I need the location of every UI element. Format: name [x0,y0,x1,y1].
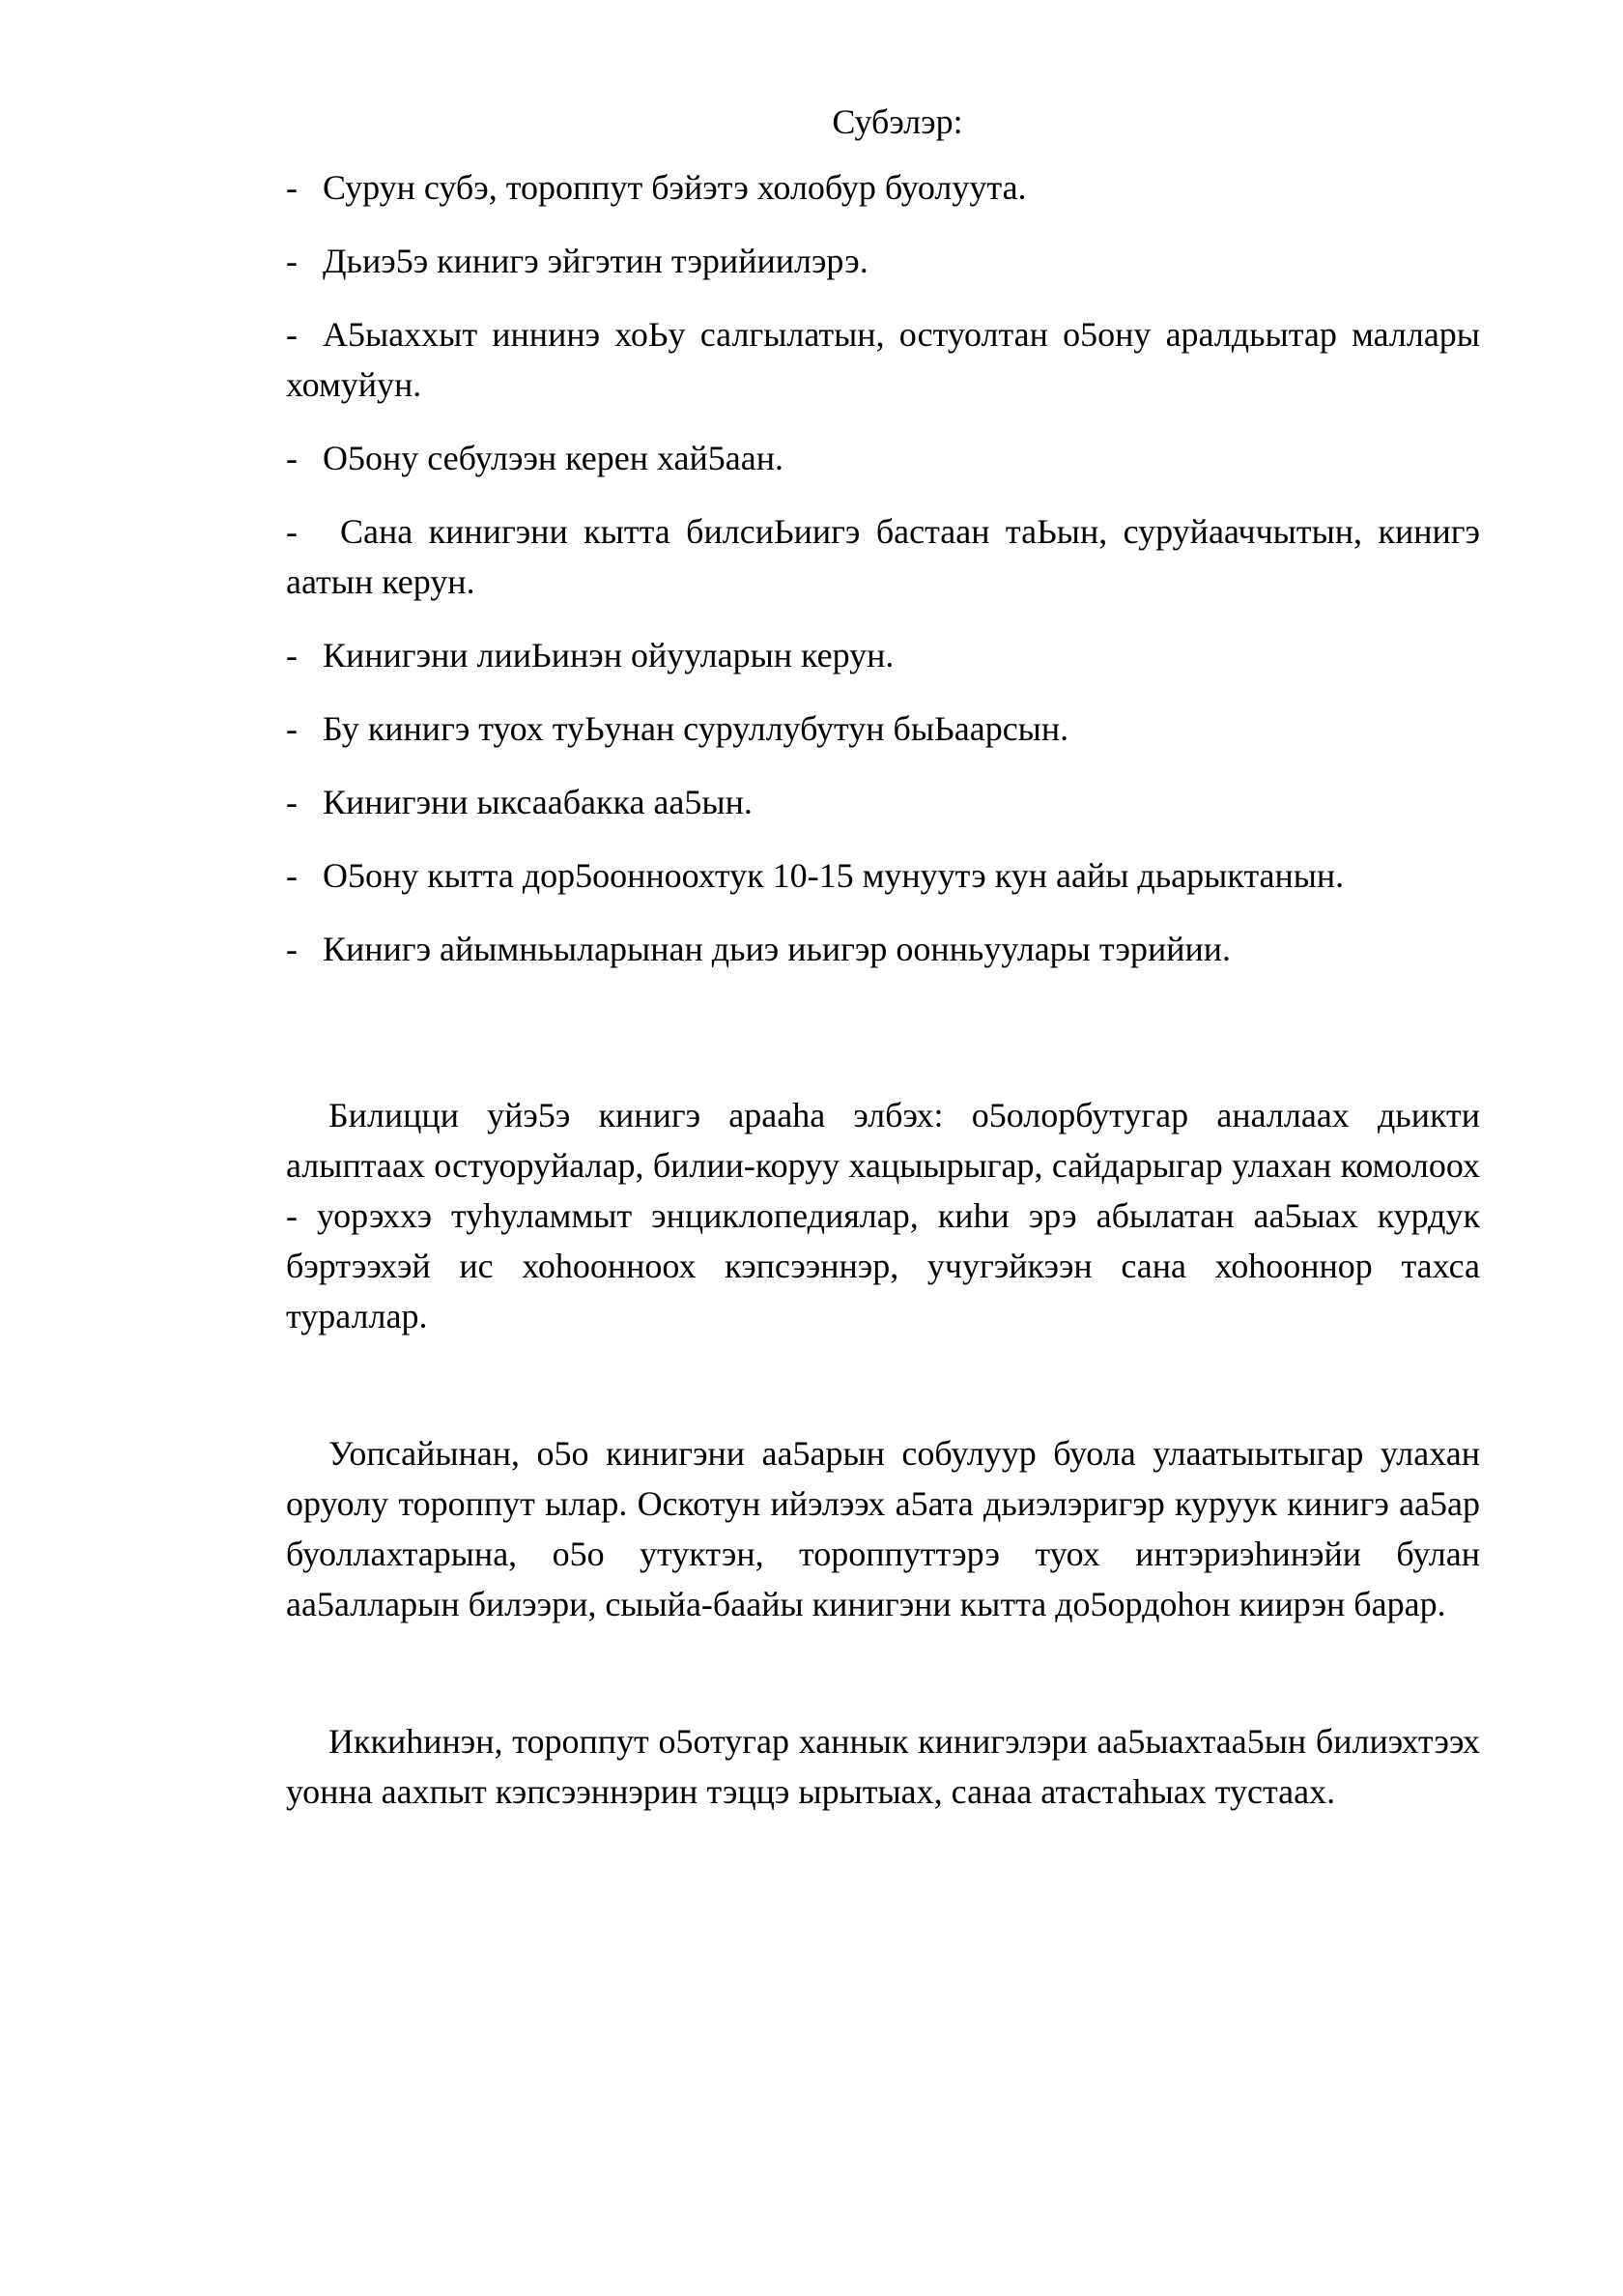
list-item [286,309,1480,410]
list-item-text: А5ыаххыт иннинэ хоЬу салгылатын, остуолтан о5ону аралдьытар маллары хомуйун. [286,315,1480,404]
paragraph: Уопсайынан, о5о кинигэни аа5арын собулуур буола улаатыытыгар улахан оруолу тороппут ылар. Оскотун ийэлээх а5ата дьиэлэригэр куруук кинигэ аа5ар буоллахтарына, о5о утуктэн, тороппуттэрэ туох интэриэhинэйи булан аа5алларын билээри, сыыйа-баайы кинигэни кытта до5ордоhон киирэн барар. [286,1434,1480,1623]
dash-marker: - [286,856,298,895]
list-item [286,703,1480,754]
dash-marker: - [286,783,298,821]
body-text [286,1090,1480,1817]
list-item-text: Дьиэ5э кинигэ эйгэтин тэрийиилэрэ. [323,242,868,280]
list-item-text: О5ону себулээн керен хай5аан. [323,439,783,477]
list-item-text: О5ону кытта дор5оонноохтук 10-15 мунуутэ кун аайы дьарыктанын. [323,856,1345,895]
list-item [286,850,1480,901]
list-item-text: Кинигэни лииЬинэн ойууларын керун. [323,636,895,674]
list-item [286,162,1480,213]
list-item-text: Бу кинигэ туох туЬунан суруллубутун быЬаарсын. [323,709,1069,748]
list-item [286,506,1480,607]
list-item-text: Кинигэ айымньыларынан дьиэ иьигэр оонньуулары тэрийии. [323,930,1232,968]
list-item [286,236,1480,286]
dash-marker: - [286,315,298,354]
list-item [286,630,1480,680]
paragraph: Иккиhинэн, тороппут о5отугар ханнык кинигэлэри аа5ыахтаа5ын билиэхтээх уонна аахпыт кэпсээннэрин тэццэ ырытыах, санаа атастаhыах тустаах. [286,1722,1480,1811]
advice-list [286,162,1480,974]
dash-marker: - [286,636,298,674]
dash-marker: - [286,242,298,280]
list-item-text: Кинигэни ыксаабакка аа5ын. [323,783,753,821]
list-item [286,433,1480,483]
dash-marker: - [286,709,298,748]
list-item [286,924,1480,974]
list-item-text: Сурун субэ, тороппут бэйэтэ холобур буолуута. [323,168,1027,207]
list-item [286,777,1480,827]
dash-marker: - [286,512,298,551]
page-title: Субэлэр: [832,102,963,141]
dash-marker: - [286,439,298,477]
list-item-text: Сана кинигэни кытта билсиЬиигэ бастаан таЬын, суруйааччытын, кинигэ аатын керун. [286,512,1480,601]
dash-marker: - [286,168,298,207]
dash-marker: - [286,930,298,968]
paragraph: Билицци уйэ5э кинигэ арааhа элбэх: о5олорбутугар аналлаах дьикти алыптаах остуоруйалар, билии-коруу хацыырыгар, сайдарыгар улахан комолоох - уорэххэ туhуламмыт энциклопедиялар, киhи эрэ абылатан аа5ыах курдук бэртээхэй ис хоhоонноох кэпсээннэр, учугэйкээн сана хоhооннор тахса тураллар. [286,1096,1480,1335]
